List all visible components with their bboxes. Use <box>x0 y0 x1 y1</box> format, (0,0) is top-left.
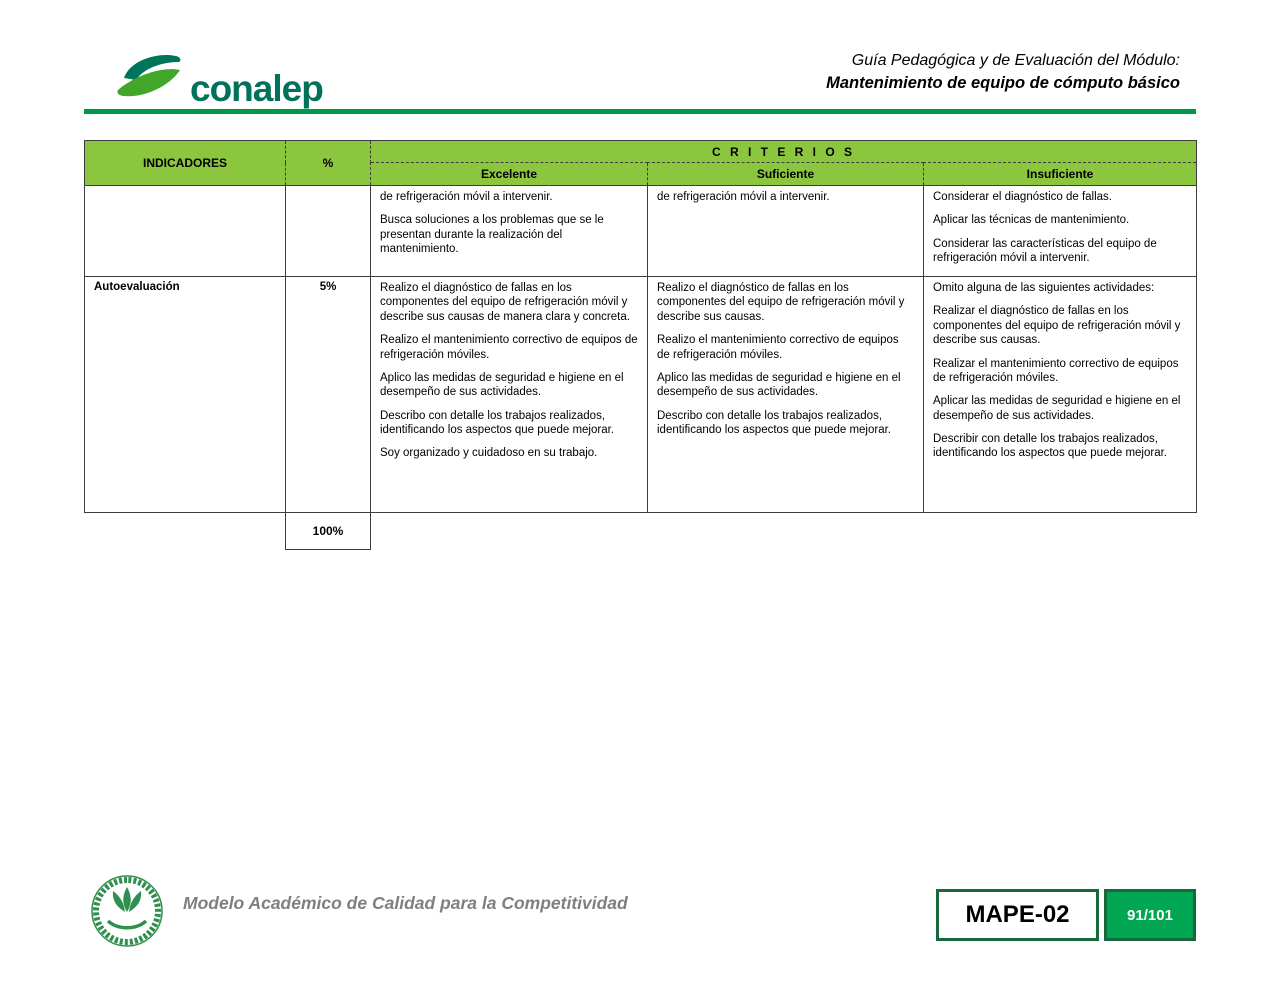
paragraph: Soy organizado y cuidadoso en su trabajo. <box>380 447 598 460</box>
paragraph: Aplicar las técnicas de mantenimiento. <box>933 214 1130 227</box>
paragraph: Realizo el mantenimiento correctivo de equipos de refrigeración móviles. <box>380 334 638 361</box>
paragraph: Realizar el mantenimiento correctivo de equipos de refrigeración móviles. <box>933 357 1179 384</box>
paragraph: Busca soluciones a los problemas que se le presentan durante la realización del mantenimiento. <box>380 214 604 256</box>
column-header-criterios: C R I T E R I O S <box>371 141 1197 163</box>
column-header-indicadores: INDICADORES <box>85 141 286 186</box>
cell-row1-insuficiente <box>924 277 1197 513</box>
percent-cell-autoevaluacion: 5% <box>286 277 371 513</box>
table-row-continuation <box>85 186 1197 277</box>
paragraph: de refrigeración móvil a intervenir. <box>380 191 553 203</box>
column-header-insuficiente: Insuficiente <box>924 163 1197 186</box>
cell-row0-suficiente <box>648 186 924 277</box>
paragraph: Realizo el mantenimiento correctivo de equipos de refrigeración móviles. <box>657 334 899 361</box>
paragraph: Describo con detalle los trabajos realizados, identificando los aspectos que puede mejorar. <box>380 409 614 436</box>
total-percent-cell: 100% <box>285 513 371 550</box>
conalep-logo <box>110 50 323 109</box>
indicador-cell-autoevaluacion: Autoevaluación <box>85 277 286 513</box>
paragraph: Realizo el diagnóstico de fallas en los componentes del equipo de refrigeración móvil y describe sus causas de manera clara y concreta. <box>380 282 630 323</box>
conalep-seal-icon <box>90 874 164 953</box>
paragraph: Omito alguna de las siguientes actividades: <box>933 282 1155 294</box>
conalep-wordmark: conalep <box>190 68 323 109</box>
table-row-autoevaluacion <box>85 277 1197 513</box>
footer-motto: Modelo Académico de Calidad para la Competitividad <box>183 893 628 913</box>
paragraph: Aplico las medidas de seguridad e higiene en el desempeño de sus actividades. <box>380 371 624 399</box>
column-header-suficiente: Suficiente <box>648 163 924 186</box>
cell-row1-suficiente <box>648 277 924 513</box>
paragraph: Realizar el diagnóstico de fallas en los componentes del equipo de refrigeración móvil y describe sus causas. <box>933 305 1181 347</box>
paragraph: Describir con detalle los trabajos realizados, identificando los aspectos que puede mejorar. <box>933 433 1167 460</box>
column-header-excelente: Excelente <box>371 163 648 186</box>
page-number-box: 91/101 <box>1104 889 1196 941</box>
paragraph: Realizo el diagnóstico de fallas en los componentes del equipo de refrigeración móvil y describe sus causas. <box>657 282 905 323</box>
document-code-box: MAPE-02 <box>936 889 1099 941</box>
document-title-line1: Guía Pedagógica y de Evaluación del Módulo: <box>851 52 1180 69</box>
document-title-line2: Mantenimiento de equipo de cómputo básico <box>826 73 1180 92</box>
table-header-row-1 <box>85 141 1197 163</box>
paragraph: Considerar las características del equipo de refrigeración móvil a intervenir. <box>933 237 1157 265</box>
cell-row0-excelente <box>371 186 648 277</box>
document-title <box>826 50 1180 94</box>
paragraph: Aplico las medidas de seguridad e higiene en el desempeño de sus actividades. <box>657 371 901 399</box>
column-header-percent: % <box>286 141 371 186</box>
rubric-table <box>84 140 1197 513</box>
indicador-cell-empty <box>85 186 286 277</box>
cell-row0-insuficiente <box>924 186 1197 277</box>
conalep-logo-icon <box>110 50 186 109</box>
paragraph: de refrigeración móvil a intervenir. <box>657 191 830 203</box>
cell-row1-excelente <box>371 277 648 513</box>
paragraph: Describo con detalle los trabajos realizados, identificando los aspectos que puede mejorar. <box>657 409 891 436</box>
paragraph: Considerar el diagnóstico de fallas. <box>933 191 1112 203</box>
percent-cell-empty <box>286 186 371 277</box>
paragraph: Aplicar las medidas de seguridad e higiene en el desempeño de sus actividades. <box>933 395 1181 422</box>
header-rule <box>84 109 1196 114</box>
